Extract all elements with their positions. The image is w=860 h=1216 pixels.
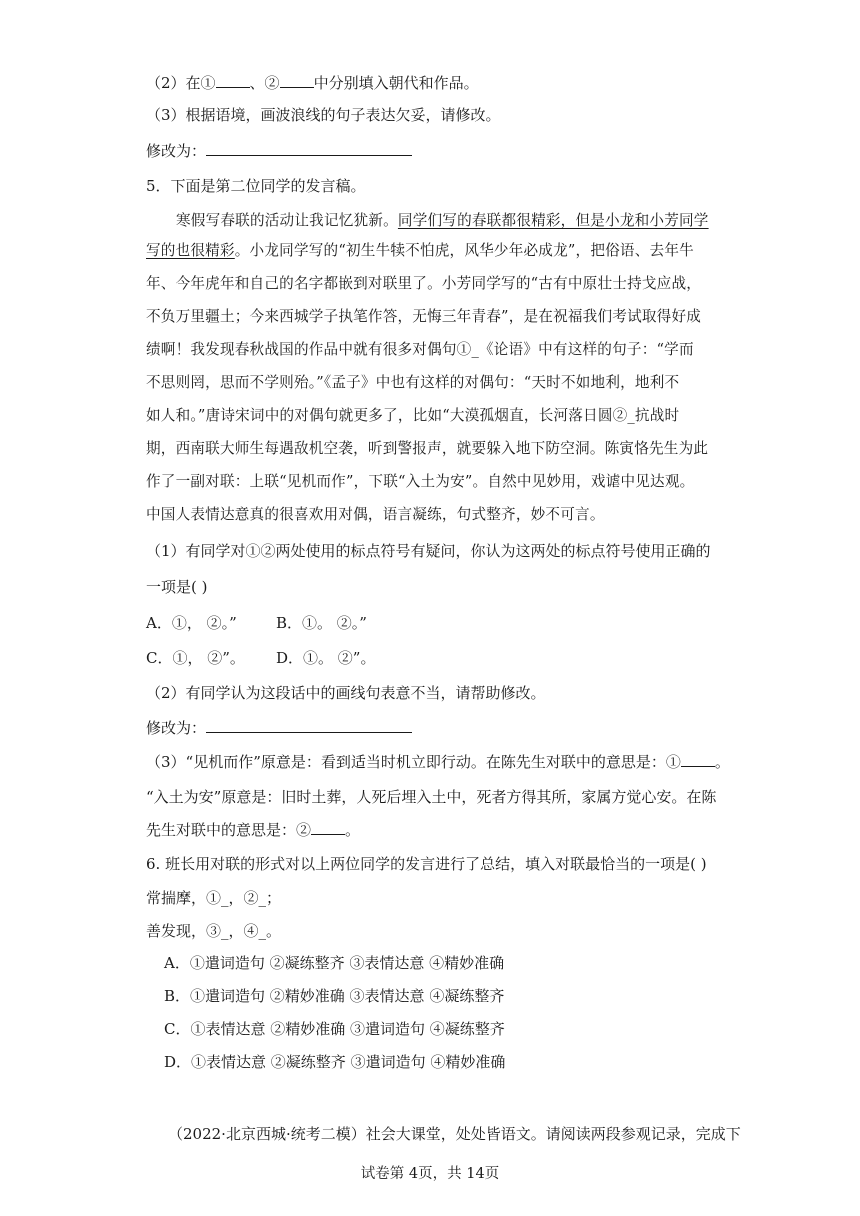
next-section-intro: （2022·北京西城·统考二模）社会大课堂，处处皆语文。请阅读两段参观记录，完成下 bbox=[168, 1125, 741, 1143]
page-footer: 试卷第 4页，共 14页 bbox=[360, 1166, 500, 1182]
q5-sub1-line2: 一项是( ) bbox=[146, 578, 208, 596]
q6-couplet-line2: 善发现，③_，④_。 bbox=[146, 922, 282, 940]
q4-sub2-post: 中分别填入朝代和作品。 bbox=[313, 74, 479, 92]
revise-label: 修改为： bbox=[146, 719, 207, 737]
q4-sub2-mid: 、② bbox=[249, 74, 280, 92]
passage-line-7: 如人和。”唐诗宋词中的对偶句就更多了，比如“大漠孤烟直，长河落日圆②_抗战时 bbox=[146, 407, 680, 424]
q5-sub3-line3 bbox=[146, 820, 360, 840]
passage-line-5: 绩啊！我发现春秋战国的作品中就有很多对偶句①_《论语》中有这样的句子：“学而 bbox=[146, 341, 694, 358]
blank-2 bbox=[311, 820, 345, 835]
q6-title: 6. 班长用对联的形式对以上两位同学的发言进行了总结，填入对联最恰当的一项是( ) bbox=[146, 855, 707, 873]
passage-line-6: 不思则罔，思而不学则殆。”《孟子》中也有这样的对偶句：“天时不如地利，地利不 bbox=[146, 374, 680, 391]
q5-title: 5．下面是第二位同学的发言稿。 bbox=[146, 177, 366, 195]
q5-sub1-line1: （1）有同学对①②两处使用的标点符号有疑问，你认为这两处的标点符号使用正确的 bbox=[146, 542, 711, 560]
blank-2 bbox=[280, 73, 314, 88]
q5-sub3-line1 bbox=[146, 752, 730, 772]
q6-option-c: C．①表情达意 ②精妙准确 ③遣词造句 ④凝练整齐 bbox=[164, 1020, 505, 1038]
q5-option-d: D．①。 ②”。 bbox=[276, 649, 376, 667]
passage-line-3: 年、今年虎年和自己的名字都嵌到对联里了。小芳同学写的“古有中原壮士持戈应战， bbox=[146, 275, 702, 292]
blank-1 bbox=[216, 73, 250, 88]
passage-line-8: 期，西南联大师生每遇敌机空袭，听到警报声，就要躲入地下防空洞。陈寅恪先生为此 bbox=[146, 440, 709, 457]
q5-option-c: C．①， ②”。 bbox=[146, 649, 245, 667]
q6-option-b: B．①遣词造句 ②精妙准确 ③表情达意 ④凝练整齐 bbox=[164, 987, 505, 1005]
q4-sub3: （3）根据语境，画波浪线的句子表达欠妥，请修改。 bbox=[146, 106, 501, 124]
q6-option-a: A．①遣词造句 ②凝练整齐 ③表情达意 ④精妙准确 bbox=[164, 954, 505, 972]
blank-1 bbox=[681, 752, 715, 767]
q5-option-b: B．①。 ②。” bbox=[276, 614, 367, 632]
q4-sub2 bbox=[146, 73, 479, 93]
passage-line-2 bbox=[146, 241, 694, 261]
revise-blank bbox=[206, 141, 412, 156]
underlined-sentence-end: 写的也很精彩 bbox=[146, 242, 235, 259]
q6-couplet-line1: 常揣摩，①_，②_； bbox=[146, 889, 282, 907]
revise-label: 修改为： bbox=[146, 142, 207, 160]
q4-sub2-pre: （2）在① bbox=[146, 74, 216, 92]
q5-sub3-text: 先生对联中的意思是：② bbox=[146, 821, 312, 839]
passage-text: 。小龙同学写的“初生牛犊不怕虎，风华少年必成龙”，把俗语、去年牛 bbox=[234, 242, 694, 259]
q5-sub3-line2: “入土为安”原意是：旧时土葬，人死后埋入土中，死者方得其所，家属方觉心安。在陈 bbox=[146, 788, 717, 806]
q5-sub3-text: 。 bbox=[345, 821, 361, 839]
q4-revise bbox=[146, 141, 412, 161]
passage-line-4: 不负万里疆土；今来西城学子执笔作答，无悔三年青春”，是在祝福我们考试取得好成 bbox=[146, 308, 702, 325]
passage-line-9: 作了一副对联：上联“见机而作”，下联“入土为安”。自然中见妙用，戏谑中见达观。 bbox=[146, 473, 695, 490]
passage-text: 寒假写春联的活动让我记忆犹新。 bbox=[176, 212, 398, 229]
q5-revise bbox=[146, 718, 412, 738]
revise-blank bbox=[206, 718, 412, 733]
passage-line-1 bbox=[176, 211, 709, 231]
q5-sub3-text: （3）“见机而作”原意是：看到适当时机立即行动。在陈先生对联中的意思是：① bbox=[146, 753, 681, 771]
q5-sub2: （2）有同学认为这段话中的画线句表意不当，请帮助修改。 bbox=[146, 684, 546, 702]
underlined-sentence: 同学们写的春联都很精彩，但是小龙和小芳同学 bbox=[397, 212, 709, 229]
q5-sub3-text: 。 bbox=[714, 753, 730, 771]
q5-option-a: A．①， ②。” bbox=[146, 614, 237, 632]
passage-line-10: 中国人表情达意真的很喜欢用对偶，语言凝练，句式整齐，妙不可言。 bbox=[146, 506, 605, 523]
q6-option-d: D．①表情达意 ②凝练整齐 ③遣词造句 ④精妙准确 bbox=[164, 1053, 506, 1071]
